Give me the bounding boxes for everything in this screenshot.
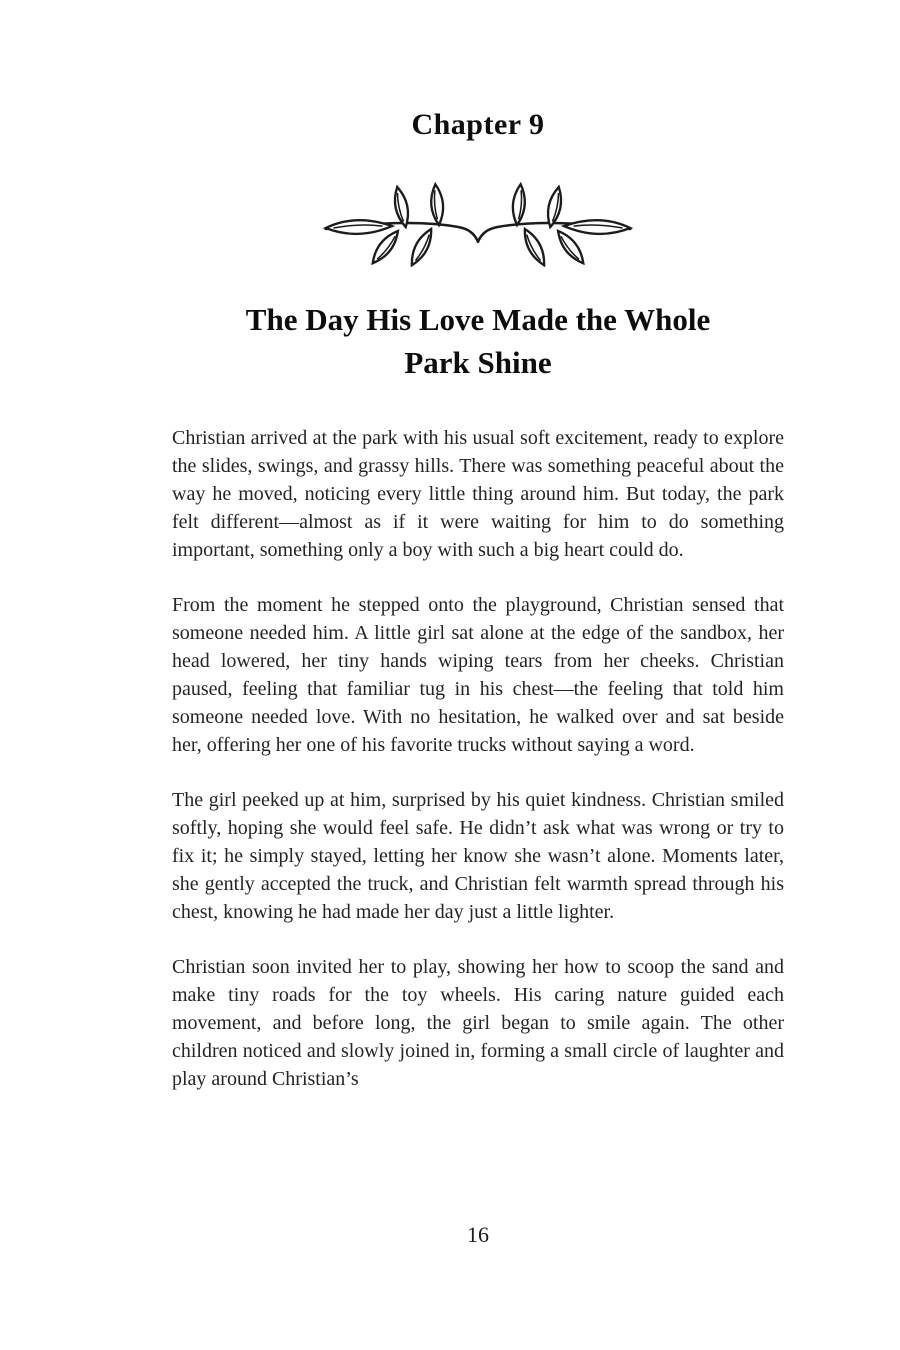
chapter-heading: Chapter 9 — [411, 108, 545, 141]
chapter-title-line-2: Park Shine — [404, 345, 552, 380]
body-paragraph: The girl peeked up at him, surprised by his quiet kindness. Christian smiled softly, hoping she would feel safe. He didn’t ask what was wrong or try to fix it; he simply stayed, letting her know she wasn’t alone. Moments later, she gently accepted the truck, and Christian felt warmth spread through his chest, knowing he had made her day just a little lighter. — [172, 789, 784, 923]
body-paragraph: From the moment he stepped onto the playground, Christian sensed that someone needed him. A little girl sat alone at the edge of the sandbox, her head lowered, her tiny hands wiping tears from her cheeks. Christian paused, feeling that familiar tug in his chest—the feeling that told him someone needed love. With no hesitation, he walked over and sat beside her, offering her one of his favorite trucks without saying a word. — [172, 594, 784, 756]
content-column — [172, 0, 784, 1093]
body-paragraph: Christian soon invited her to play, showing her how to scoop the sand and make tiny roads for the toy wheels. His caring nature guided each movement, and before long, the girl began to smile again. The other children noticed and slowly joined in, forming a small circle of laughter and play around Christian’s — [172, 956, 784, 1090]
chapter-title-line-1: The Day His Love Made the Whole — [245, 302, 711, 337]
body-text — [172, 424, 784, 1093]
laurel-divider-icon — [312, 178, 644, 280]
page-number: 16 — [467, 1222, 489, 1247]
body-paragraph: Christian arrived at the park with his usual soft excitement, ready to explore the slides, swings, and grassy hills. There was something peaceful about the way he moved, noticing every little thing around him. But today, the park felt different—almost as if it were waiting for him to do something important, something only a boy with such a big heart could do. — [172, 427, 784, 561]
chapter-title — [172, 298, 784, 384]
